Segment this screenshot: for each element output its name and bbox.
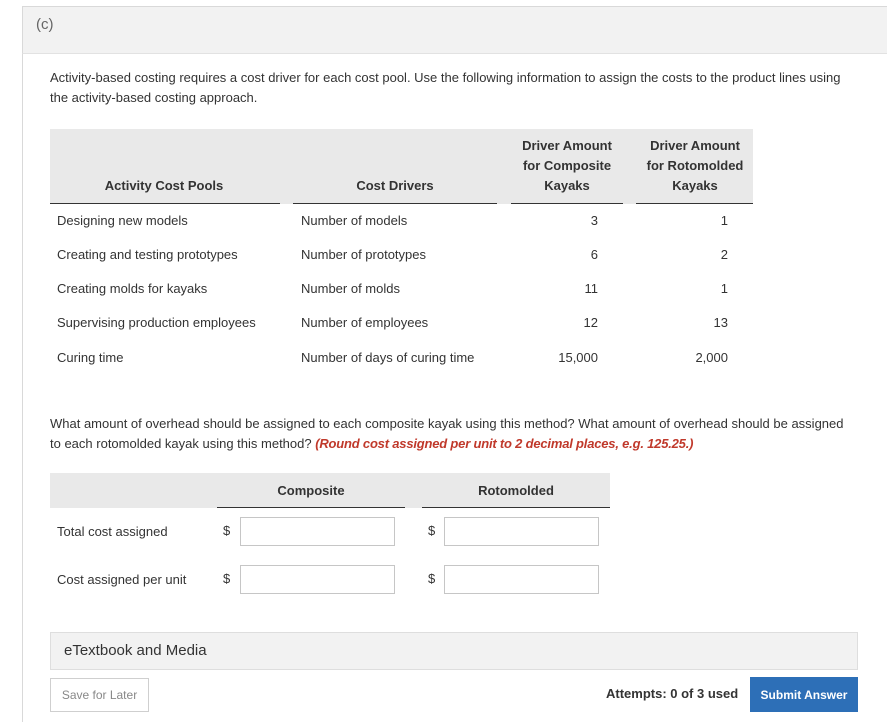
header-underline-rotomolded xyxy=(636,203,753,204)
question-body: What amount of overhead should be assigned to each composite kayak using this method? What amount of overhead should be assigned to each rotomolded kayak using this method? xyxy=(50,416,844,451)
row-rotomolded-amount: 2 xyxy=(720,247,728,262)
header-roto-line3: Kayaks xyxy=(672,178,718,193)
row-rotomolded-amount: 13 xyxy=(713,315,728,330)
header-underline-pools xyxy=(50,203,280,204)
part-header xyxy=(22,6,887,54)
question-text xyxy=(50,414,850,454)
header-underline-composite xyxy=(511,203,623,204)
part-label: (c) xyxy=(36,16,54,33)
row-composite-amount: 15,000 xyxy=(558,350,598,365)
row-driver: Number of employees xyxy=(301,315,429,330)
row-composite-amount: 3 xyxy=(590,213,598,228)
header-composite-line3: Kayaks xyxy=(544,178,590,193)
currency-symbol: $ xyxy=(223,523,231,538)
header-activity-cost-pools: Activity Cost Pools xyxy=(104,178,224,193)
header-roto-line1: Driver Amount xyxy=(650,138,740,153)
rounding-hint: (Round cost assigned per unit to 2 decimal places, e.g. 125.25.) xyxy=(315,436,694,451)
currency-symbol: $ xyxy=(223,571,231,586)
row-composite-amount: 6 xyxy=(590,247,598,262)
etextbook-media-link[interactable]: eTextbook and Media xyxy=(50,632,858,670)
row-driver: Number of molds xyxy=(301,281,400,296)
header-composite-line1: Driver Amount xyxy=(522,138,612,153)
row-composite-amount: 12 xyxy=(583,315,598,330)
currency-symbol: $ xyxy=(428,523,436,538)
header-cost-drivers: Cost Drivers xyxy=(356,178,434,193)
row-pool: Supervising production employees xyxy=(57,315,256,330)
per-unit-cost-rotomolded-input[interactable] xyxy=(444,565,599,594)
total-cost-composite-input[interactable] xyxy=(240,517,395,546)
submit-answer-button[interactable]: Submit Answer xyxy=(750,677,858,712)
row-composite-amount: 11 xyxy=(584,281,598,296)
header-composite-line2: for Composite xyxy=(522,158,612,173)
save-for-later-button[interactable]: Save for Later xyxy=(50,678,149,712)
row-pool: Creating and testing prototypes xyxy=(57,247,238,262)
row-driver: Number of models xyxy=(301,213,408,228)
total-cost-rotomolded-input[interactable] xyxy=(444,517,599,546)
header-underline-drivers xyxy=(293,203,497,204)
header-rotomolded: Rotomolded xyxy=(478,483,554,498)
attempts-counter: Attempts: 0 of 3 used xyxy=(606,686,739,701)
header-composite: Composite xyxy=(277,483,345,498)
per-unit-cost-composite-input[interactable] xyxy=(240,565,395,594)
row-rotomolded-amount: 1 xyxy=(720,213,728,228)
row-label: Cost assigned per unit xyxy=(57,572,187,587)
row-label: Total cost assigned xyxy=(57,524,168,539)
header-underline-answer-rotomolded xyxy=(422,507,610,508)
row-driver: Number of prototypes xyxy=(301,247,427,262)
row-pool: Curing time xyxy=(57,350,124,365)
row-pool: Designing new models xyxy=(57,213,188,228)
row-driver: Number of days of curing time xyxy=(301,350,475,365)
header-driver-amount-composite xyxy=(506,136,628,196)
header-driver-amount-rotomolded xyxy=(634,136,756,196)
header-underline-answer-composite xyxy=(217,507,405,508)
row-rotomolded-amount: 2,000 xyxy=(695,350,728,365)
currency-symbol: $ xyxy=(428,571,436,586)
header-roto-line2: for Rotomolded xyxy=(646,158,744,173)
row-pool: Creating molds for kayaks xyxy=(57,281,208,296)
intro-text: Activity-based costing requires a cost driver for each cost pool. Use the following information to assign the costs to the product lines using the activity-based costing approach. xyxy=(50,70,841,105)
row-rotomolded-amount: 1 xyxy=(720,281,728,296)
